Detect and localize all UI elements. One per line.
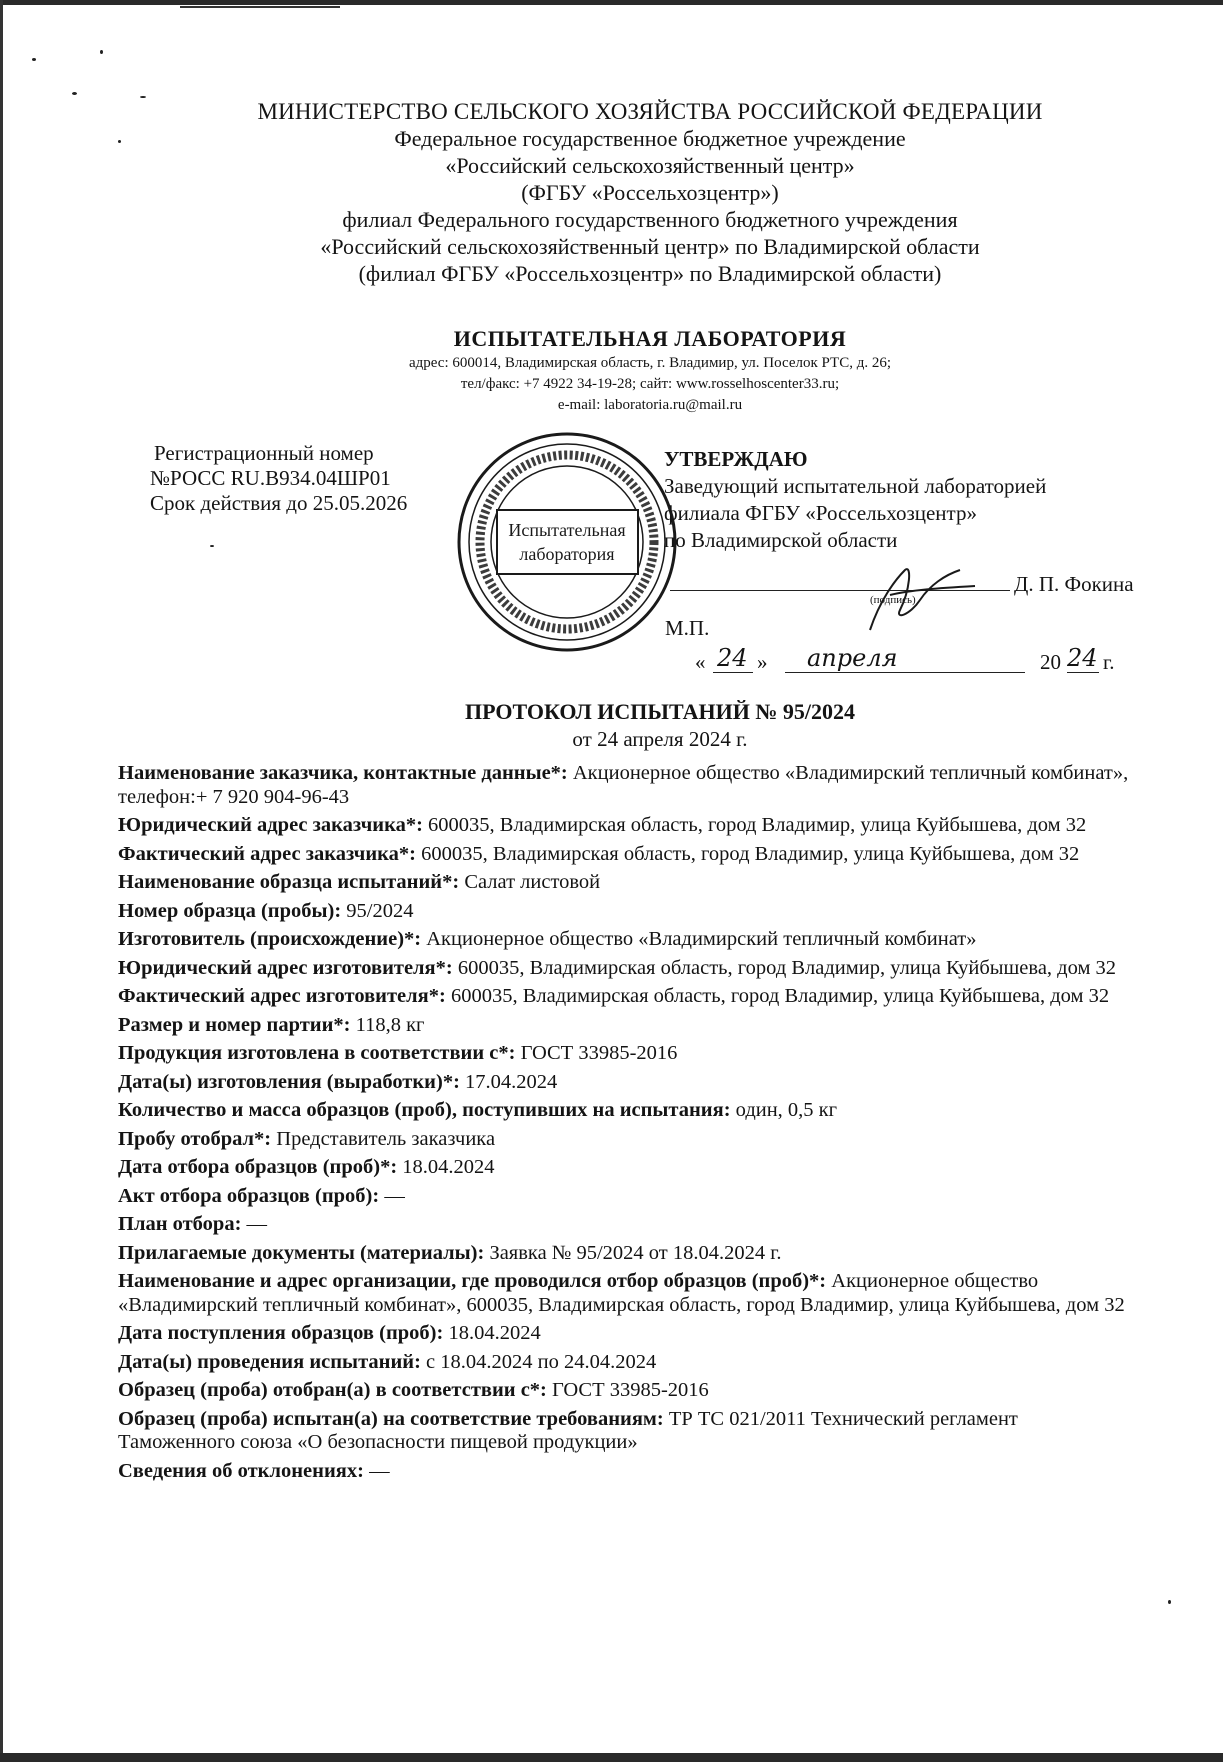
- scan-speck: [100, 50, 103, 54]
- date-year-prefix: 20: [1040, 650, 1061, 674]
- protocol-field: [118, 1042, 1133, 1066]
- registration-number: №РОСС RU.B934.04ШР01: [150, 466, 391, 490]
- field-label: Дата(ы) проведения испытаний:: [118, 1350, 421, 1373]
- field-label: Изготовитель (происхождение)*:: [118, 928, 422, 950]
- stamp-text-2: лаборатория: [519, 544, 615, 564]
- protocol-field: [118, 1213, 1133, 1237]
- scan-border-top: [0, 0, 1223, 5]
- field-value: один, 0,5 кг: [730, 1099, 838, 1121]
- field-value: 600035, Владимирская область, город Владимир, улица Куйбышева, дом 32: [422, 814, 1087, 836]
- date-month-underline: [785, 672, 1025, 673]
- field-value: 118,8 кг: [350, 1013, 425, 1036]
- protocol-field: [118, 1128, 1133, 1152]
- field-label: Прилагаемые документы (материалы):: [118, 1241, 485, 1264]
- protocol-field: [118, 985, 1133, 1009]
- institution-abbrev: (ФГБУ «Россельхозцентр»): [521, 180, 779, 205]
- protocol-field: [118, 1322, 1133, 1346]
- field-value: с 18.04.2024 по 24.04.2024: [420, 1350, 657, 1373]
- field-label: Дата(ы) изготовления (выработки)*:: [118, 1070, 460, 1093]
- signature-caption: (подпись): [870, 594, 916, 606]
- protocol-field: [118, 1460, 1133, 1484]
- laboratory-email: e-mail: laboratoria.ru@mail.ru: [557, 397, 743, 413]
- protocol-heading: [330, 698, 990, 752]
- field-value: —: [363, 1459, 390, 1482]
- branch-name: «Российский сельскохозяйственный центр» по Владимирской области: [320, 234, 980, 259]
- protocol-field: [118, 1156, 1133, 1180]
- branch-type: филиал Федерального государственного бюджетного учреждения: [342, 207, 958, 232]
- scan-speck: [140, 96, 146, 98]
- field-label: Фактический адрес заказчика*:: [118, 842, 416, 865]
- date-close-quote: »: [757, 650, 768, 674]
- protocol-field: [118, 928, 1133, 952]
- date-year-underline: [1067, 672, 1099, 673]
- approval-region: по Владимирской области: [664, 528, 898, 552]
- field-label: Количество и масса образцов (проб), поступивших на испытания:: [118, 1099, 731, 1121]
- scan-speck: [72, 92, 77, 95]
- protocol-field: [118, 957, 1133, 981]
- protocol-field: [118, 814, 1133, 838]
- stamp-text-1: Испытательная: [508, 520, 626, 540]
- field-label: Пробу отобрал*:: [118, 1127, 272, 1150]
- field-label: Образец (проба) отобран(а) в соответствии с*:: [118, 1379, 547, 1401]
- field-value: 18.04.2024: [397, 1156, 495, 1178]
- date-month: апреля: [807, 644, 898, 672]
- institution-type: Федеральное государственное бюджетное учреждение: [394, 126, 906, 151]
- field-value: Акционерное общество «Владимирский тепличный комбинат», телефон:+ 7 920 904-96-43: [118, 762, 1129, 808]
- protocol-field: [118, 871, 1133, 895]
- field-label: Юридический адрес заказчика*:: [118, 814, 423, 836]
- protocol-field: [118, 1379, 1133, 1403]
- field-label: Номер образца (пробы):: [118, 899, 342, 922]
- protocol-field: [118, 1099, 1133, 1123]
- scan-border-left: [0, 0, 3, 1762]
- laboratory-block: [300, 325, 1000, 416]
- field-value: Представитель заказчика: [271, 1127, 496, 1150]
- field-label: Продукция изготовлена в соответствии с*:: [118, 1042, 516, 1064]
- date-year-suffix: 24: [1067, 644, 1098, 672]
- field-value: ГОСТ 33985-2016: [546, 1379, 709, 1401]
- date-day-underline: [713, 672, 753, 673]
- field-value: 600035, Владимирская область, город Владимир, улица Куйбышева, дом 32: [415, 842, 1080, 865]
- protocol-field: [118, 762, 1133, 809]
- field-label: Дата отбора образцов (проб)*:: [118, 1156, 398, 1178]
- field-value: Акционерное общество «Владимирский тепличный комбинат»: [421, 928, 977, 950]
- field-label: Дата поступления образцов (проб):: [118, 1322, 444, 1344]
- field-label: План отбора:: [118, 1213, 242, 1235]
- field-label: Акт отбора образцов (проб):: [118, 1184, 380, 1207]
- field-value: ГОСТ 33985-2016: [515, 1042, 678, 1064]
- signatory-name: Д. П. Фокина: [1014, 572, 1134, 596]
- branch-abbrev: (филиал ФГБУ «Россельхозцентр» по Владимирской области): [358, 261, 942, 286]
- field-label: Сведения об отклонениях:: [118, 1459, 364, 1482]
- protocol-field: [118, 1014, 1133, 1038]
- protocol-fields: [118, 762, 1133, 1488]
- field-value: —: [241, 1213, 268, 1235]
- protocol-field: [118, 1071, 1133, 1095]
- handwritten-signature: [850, 540, 990, 650]
- registration-block: [150, 441, 450, 516]
- field-label: Наименование и адрес организации, где проводился отбор образцов (проб)*:: [118, 1270, 827, 1292]
- field-value: 17.04.2024: [459, 1070, 558, 1093]
- protocol-field: [118, 1351, 1133, 1375]
- ministry-title: МИНИСТЕРСТВО СЕЛЬСКОГО ХОЗЯЙСТВА РОССИЙСКОЙ ФЕДЕРАЦИИ: [257, 99, 1043, 124]
- field-value: ТР ТС 021/2011 Технический регламент Таможенного союза «О безопасности пищевой продукции»: [118, 1407, 1018, 1453]
- approval-branch: филиала ФГБУ «Россельхозцентр»: [664, 501, 977, 525]
- field-label: Наименование образца испытаний*:: [118, 871, 460, 893]
- protocol-field: [118, 843, 1133, 867]
- scan-mark: [180, 6, 340, 8]
- laboratory-title: ИСПЫТАТЕЛЬНАЯ ЛАБОРАТОРИЯ: [453, 326, 847, 351]
- date-year-unit: г.: [1103, 650, 1115, 674]
- registration-label: Регистрационный номер: [154, 441, 374, 465]
- date-open-quote: «: [695, 650, 706, 674]
- field-label: Размер и номер партии*:: [118, 1013, 351, 1036]
- protocol-field: [118, 900, 1133, 924]
- laboratory-stamp: [455, 430, 680, 655]
- approval-title: УТВЕРЖДАЮ: [664, 447, 808, 471]
- registration-validity: Срок действия до 25.05.2026: [150, 491, 408, 515]
- field-value: Заявка № 95/2024 от 18.04.2024 г.: [484, 1241, 782, 1264]
- scan-speck: [32, 58, 36, 61]
- approval-block: [664, 446, 1204, 554]
- scan-border-bottom: [0, 1753, 1223, 1762]
- laboratory-contacts: тел/факс: +7 4922 34-19-28; сайт: www.rosselhoscenter33.ru;: [460, 376, 840, 392]
- field-value: Акционерное общество «Владимирский тепличный комбинат», 600035, Владимирская область, город Владимир, улица Куйбышева, дом 32: [118, 1270, 1125, 1316]
- protocol-date: от 24 апреля 2024 г.: [572, 727, 748, 751]
- field-value: 18.04.2024: [443, 1322, 541, 1344]
- field-value: Салат листовой: [459, 871, 601, 893]
- date-day: 24: [717, 644, 748, 672]
- approval-position: Заведующий испытательной лабораторией: [664, 474, 1047, 498]
- field-label: Юридический адрес изготовителя*:: [118, 956, 453, 979]
- protocol-field: [118, 1270, 1133, 1317]
- scan-speck: [118, 140, 121, 143]
- laboratory-address: адрес: 600014, Владимирская область, г. Владимир, ул. Поселок РТС, д. 26;: [408, 355, 892, 371]
- protocol-field: [118, 1185, 1133, 1209]
- scan-speck: [210, 545, 214, 547]
- field-label: Наименование заказчика, контактные данные*:: [118, 762, 568, 784]
- field-label: Образец (проба) испытан(а) на соответствие требованиям:: [118, 1407, 664, 1430]
- protocol-field: [118, 1408, 1133, 1455]
- field-value: 600035, Владимирская область, город Владимир, улица Куйбышева, дом 32: [445, 985, 1110, 1007]
- scan-speck: [1168, 1600, 1171, 1604]
- seal-place: М.П.: [665, 616, 710, 640]
- approval-date: [695, 644, 1135, 684]
- field-value: 600035, Владимирская область, город Владимир, улица Куйбышева, дом 32: [452, 956, 1117, 979]
- institution-name: «Российский сельскохозяйственный центр»: [445, 153, 855, 178]
- field-value: —: [379, 1184, 405, 1207]
- field-label: Фактический адрес изготовителя*:: [118, 985, 446, 1007]
- ministry-header: [220, 98, 1080, 287]
- protocol-title: ПРОТОКОЛ ИСПЫТАНИЙ № 95/2024: [464, 699, 856, 724]
- field-value: 95/2024: [341, 899, 414, 922]
- protocol-field: [118, 1242, 1133, 1266]
